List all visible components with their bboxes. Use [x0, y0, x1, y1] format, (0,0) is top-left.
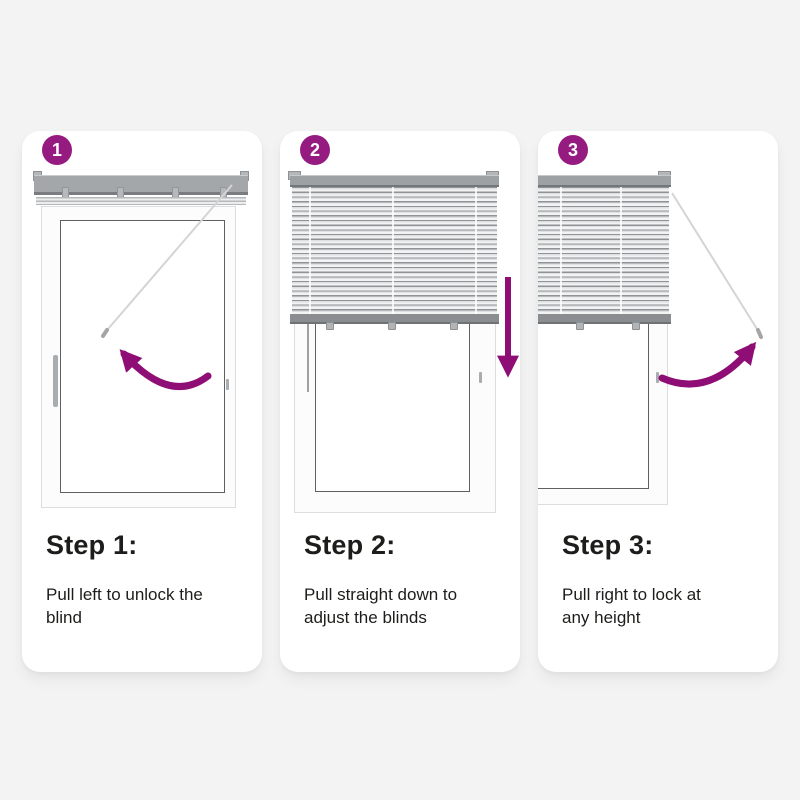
pull-cord [672, 193, 757, 329]
blind-slats [538, 187, 669, 314]
step-card-1 [22, 131, 262, 672]
window-glass [60, 220, 225, 493]
blind-bottom-rail [538, 314, 671, 324]
window-hinge [226, 379, 229, 390]
window-handle [53, 355, 58, 407]
step-card-2 [280, 131, 520, 672]
step-number-badge: 3 [558, 135, 588, 165]
step-card-3 [538, 131, 778, 672]
blind-headrail [290, 175, 499, 187]
ladder-tape [560, 187, 562, 314]
blind-headrail [538, 175, 671, 187]
curved-arrow-up-right-icon [662, 347, 752, 384]
step-number-badge: 1 [42, 135, 72, 165]
bottom-rail-clip [632, 322, 640, 330]
step-number-badge: 2 [300, 135, 330, 165]
bottom-rail-clip [326, 322, 334, 330]
bottom-rail-clip [388, 322, 396, 330]
cord-tassel [758, 330, 761, 337]
bottom-rail-clip [450, 322, 458, 330]
window-hinge [656, 372, 659, 383]
ladder-tape [475, 187, 477, 314]
ladder-tape [392, 187, 394, 314]
step-description: Pull right to lock at any height [562, 585, 701, 628]
step-title: Step 2: [304, 530, 396, 560]
bottom-rail-clip [576, 322, 584, 330]
ladder-tape [309, 187, 311, 314]
instruction-panel [22, 131, 778, 672]
collapsed-slats [36, 197, 246, 205]
blind-slats [292, 187, 497, 314]
step-title: Step 1: [46, 530, 138, 560]
step-description: Pull straight down to adjust the blinds [304, 585, 458, 628]
window-frame [41, 206, 236, 508]
lift-cord [307, 324, 309, 392]
window-hinge [479, 372, 482, 383]
ladder-tape [620, 187, 622, 314]
step-description: Pull left to unlock the blind [46, 585, 203, 628]
step-title: Step 3: [562, 530, 654, 560]
